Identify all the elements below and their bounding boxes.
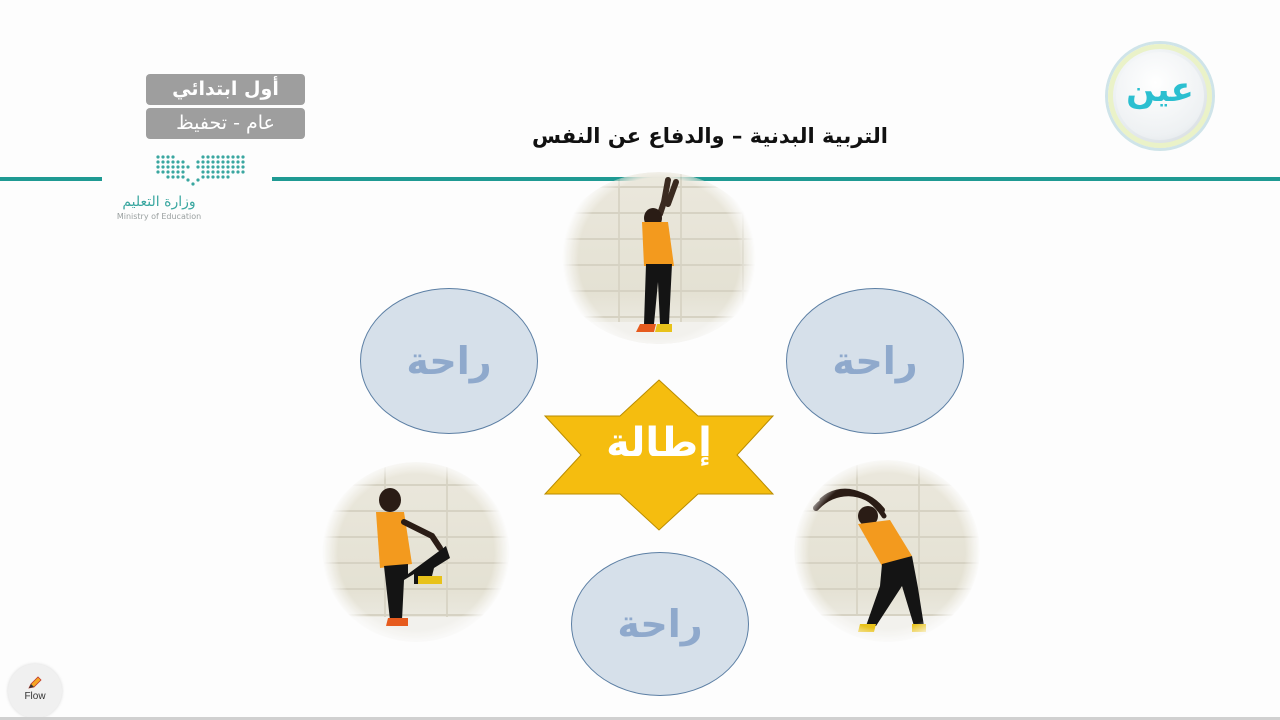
stretch-label: إطالة	[606, 420, 712, 466]
exercise-photo-knee-raise	[322, 462, 510, 642]
ministry-name-arabic: وزارة التعليم	[122, 194, 196, 210]
channel-logo-text: عين	[1126, 70, 1194, 110]
grade-level-badge: أول ابتدائي	[146, 74, 305, 105]
rest-oval-left: راحة	[360, 288, 538, 434]
exercise-photo-side-bend	[794, 460, 980, 642]
pencil-icon	[27, 676, 43, 690]
exercise-photo-arms-up	[556, 172, 762, 344]
page-title: التربية البدنية – والدفاع عن النفس	[532, 124, 888, 148]
rest-oval-bottom: راحة	[571, 552, 749, 696]
grade-track-badge: عام - تحفيظ	[146, 108, 305, 139]
flow-label: Flow	[24, 691, 46, 702]
channel-logo	[1108, 44, 1212, 148]
header-divider-right	[272, 177, 1280, 181]
rest-oval-right: راحة	[786, 288, 964, 434]
flow-button[interactable]	[8, 664, 62, 718]
header-divider-left	[0, 177, 102, 181]
ministry-name-english: Ministry of Education	[116, 212, 202, 221]
